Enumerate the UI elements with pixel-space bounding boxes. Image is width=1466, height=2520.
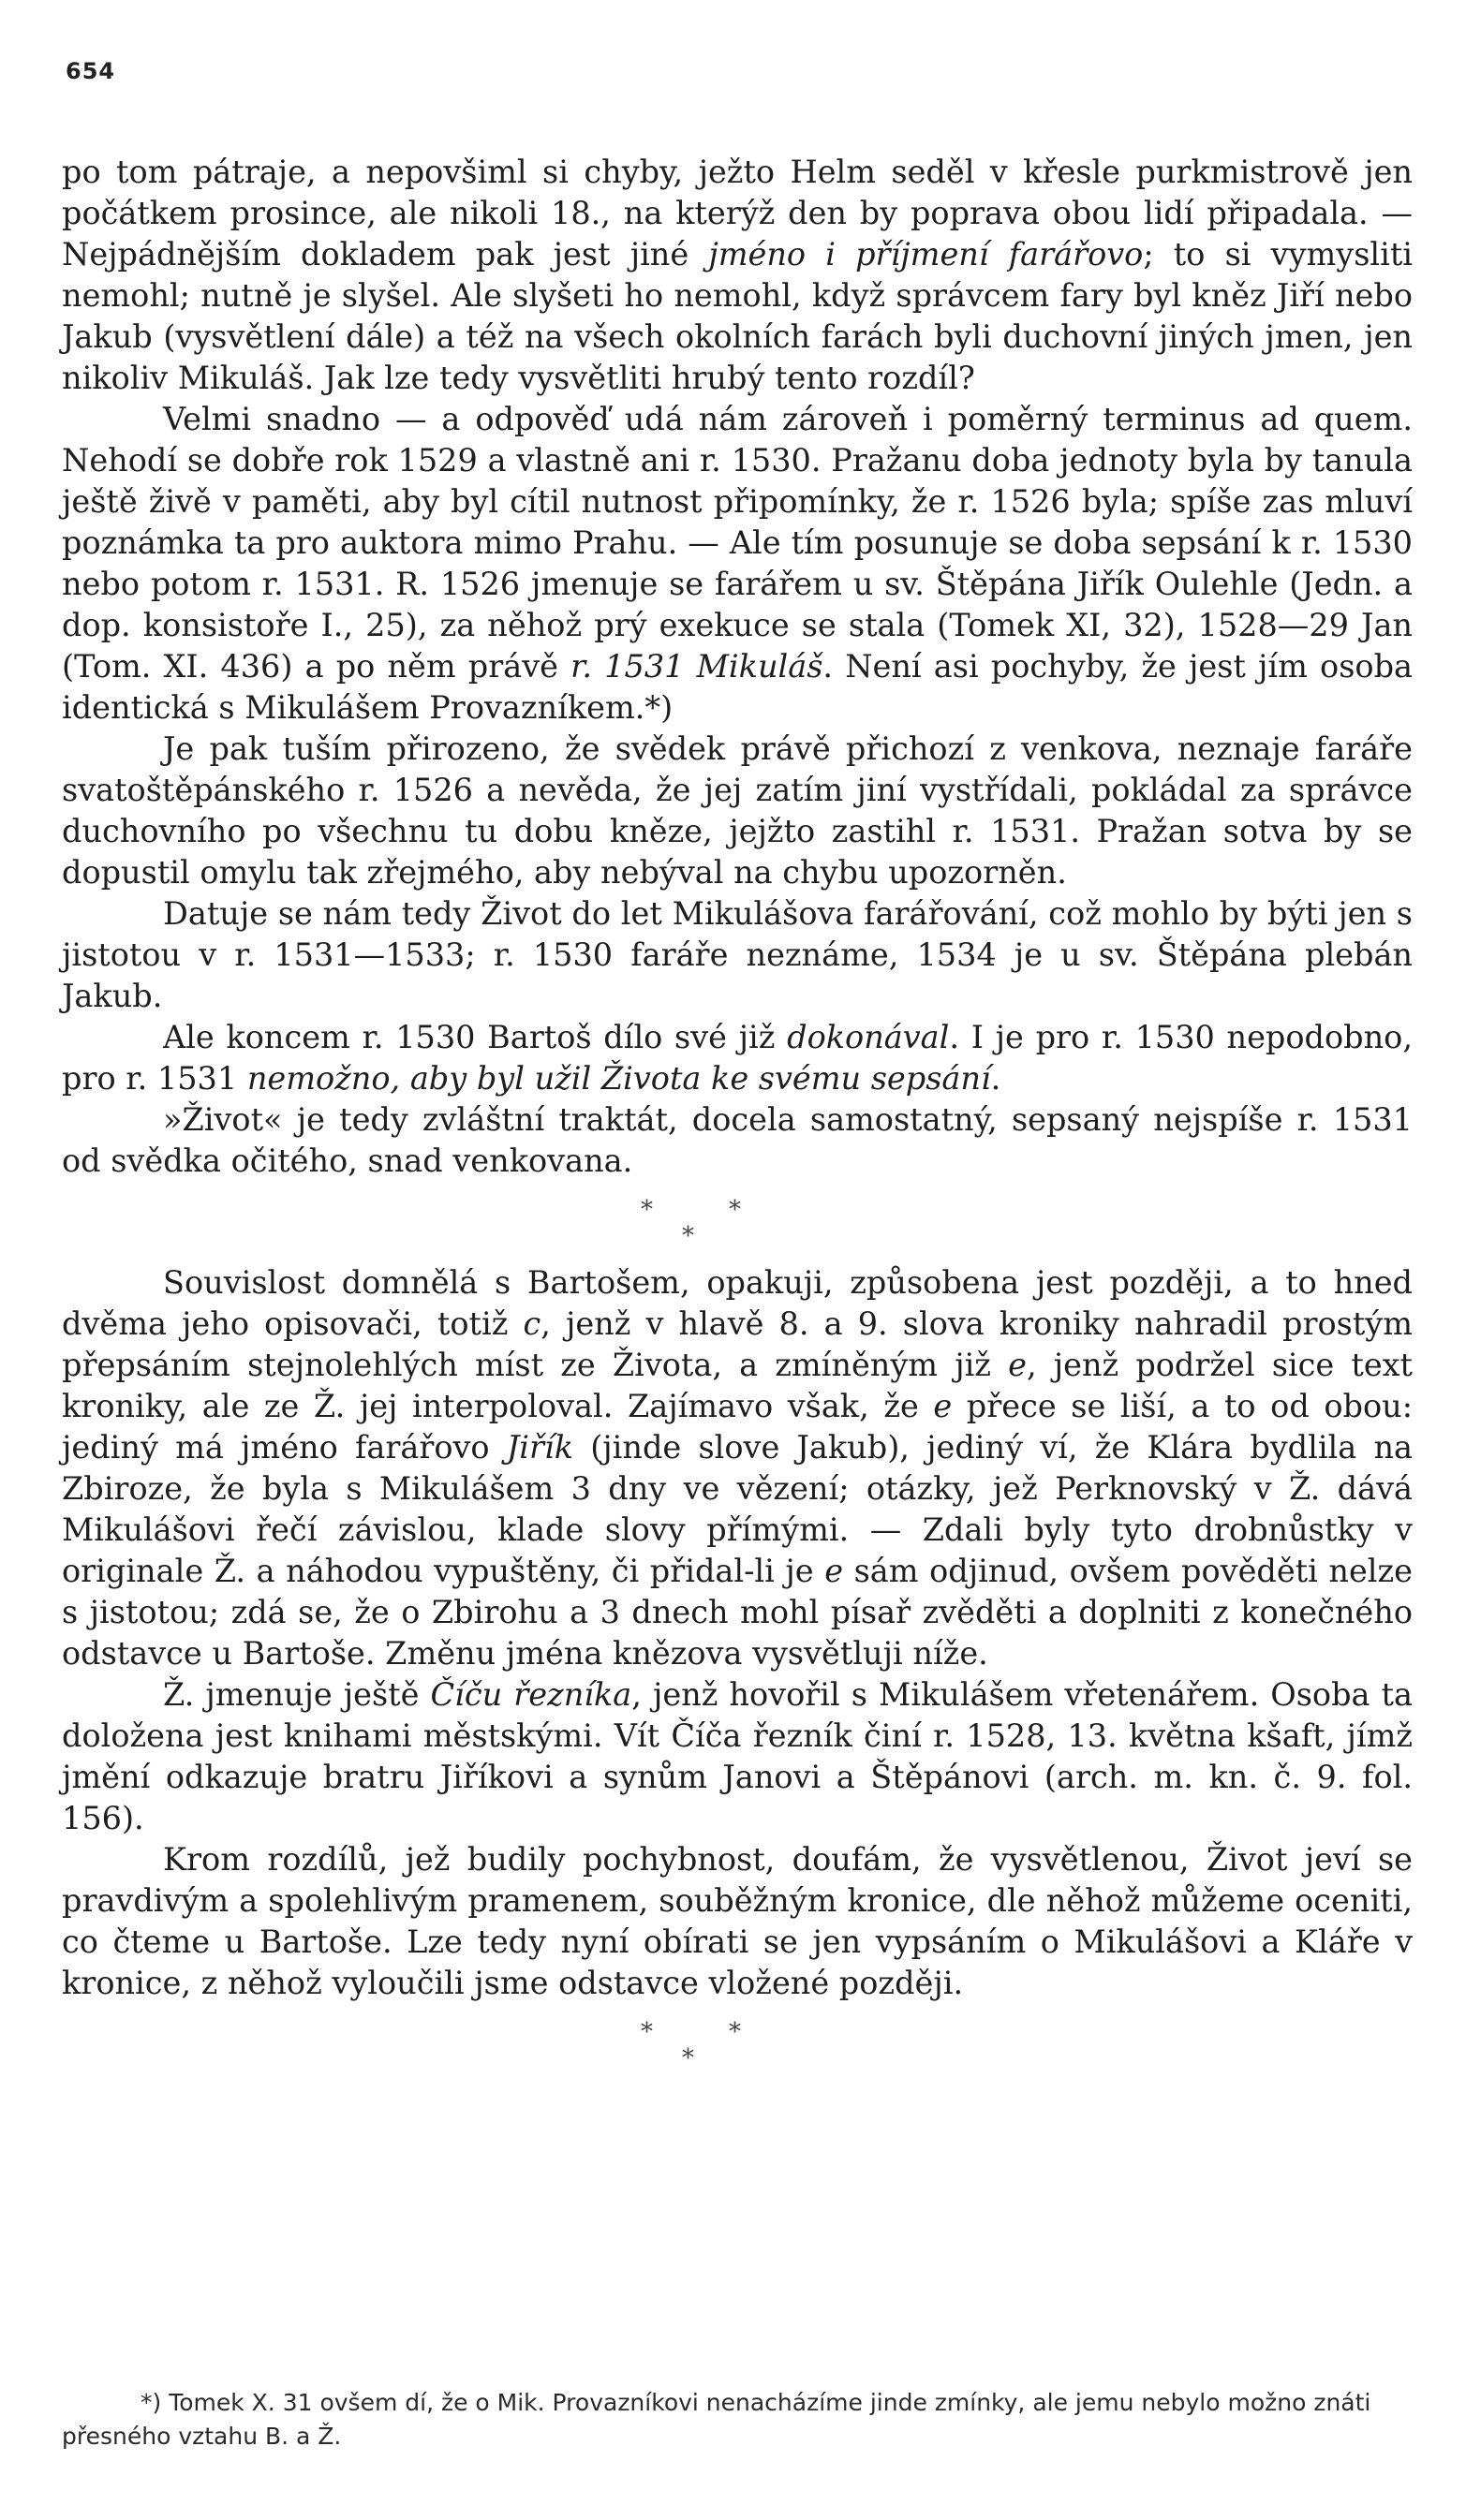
text-run: Ale koncem r. 1530 Bartoš dílo své již [163,1019,788,1055]
italic-text: nemožno, aby byl užil Života ke svému sepsání [246,1060,991,1097]
text-run: ; to si vymysliti nemohl; nutně je slyšel. Ale slyšeti ho nemohl, když správcem fary byl kněz Jiří nebo Jakub (vysvětlení dále) a též na všech okolních farách byli duchovní jiných jmen, jen nikoliv Mikuláš. Jak lze tedy vysvětliti hrubý tento rozdíl? [62,236,1413,396]
section-divider [62,2006,1413,2083]
text-run: »Život« je tedy zvláštní traktát, docela samostatný, sepsaný nejspíše r. 1531 od svědka očitého, snad venkovana. [62,1101,1413,1179]
text-run: . [990,1060,1001,1097]
paragraph [62,1839,1413,2004]
asterisk: * [641,1196,653,1224]
paragraph [62,399,1413,729]
text-run: . I je pro r. 1530 nepodobno, pro r. 1531 [62,1019,1413,1097]
text-run: Je pak tuším přirozeno, že svědek právě přichozí z venkova, neznaje faráře svatoštěpánského r. 1526 a nevěda, že jej zatím jiní vystřídali, pokládal za správce duchovního po všechnu tu dobu kněze, jejžto zastihl r. 1531. Pražan sotva by se dopustil omylu tak zřejmého, aby nebýval na chybu upozorněn. [62,730,1413,891]
paragraph [62,152,1413,399]
body-text [62,152,1413,2085]
italic-text: e [824,1553,844,1589]
paragraph [62,893,1413,1017]
asterisk: * [641,2018,653,2046]
asterisk: * [729,2018,741,2046]
paragraph [62,1674,1413,1839]
footnote-text: *) Tomek X. 31 ovšem dí, že o Mik. Provazníkovi nenacházíme jinde zmínky, ale jemu nebylo možno znáti přesného vztahu B. a Ž. [62,2389,1371,2450]
italic-text: Číču řezníka [430,1676,632,1713]
text-run: Velmi snadno — a odpověď udá nám zároveň i poměrný terminus ad quem. Nehodí se dobře rok 1529 a vlastně ani r. 1530. Pražanu doba jednoty byla by tanula ještě živě v paměti, aby byl cítil nutnost připomínky, že r. 1526 byla; spíše zas mluví poznámka ta pro auktora mimo Prahu. — Ale tím posunuje se doba sepsání k r. 1530 nebo potom r. 1531. R. 1526 jmenuje se farářem u sv. Štěpána Jiřík Oulehle (Jedn. a dop. konsistoře I., 25), za něhož prý exekuce se stala (Tomek XI, 32), 1528—29 Jan (Tom. XI. 436) a po něm právě [62,401,1413,685]
asterisk: * [729,1196,741,1224]
text-run: , jenž podržel sice text kroniky, ale ze Ž. jej interpoloval. Zajímavo však, že [62,1347,1413,1424]
text-run: , jenž hovořil s Mikulášem vřetenářem. Osoba ta doložena jest knihami městskými. Vít Číča řezník činí r. 1528, 13. května kšaft, jímž jmění odkazuje bratru Jiříkovi a synům Janovi a Štěpánovi (arch. m. kn. č. 9. fol. 156). [62,1676,1413,1836]
text-run: Datuje se nám tedy Život do let Mikulášova farářování, což mohlo by býti jen s jistotou v r. 1531—1533; r. 1530 faráře neznáme, 1534 je u sv. Štěpána plebán Jakub. [62,895,1413,1014]
italic-text: r. 1531 Mikuláš [570,648,823,685]
text-run: . Není asi pochyby, že jest jím osoba identická s Mikulášem Provazníkem.*) [62,648,1413,726]
paragraph [62,1262,1413,1674]
section-divider [62,1184,1413,1260]
text-run: , jenž v hlavě 8. a 9. slova kroniky nahradil prostým přepsáním stejnolehlých míst ze Života, a zmíněným již [62,1305,1413,1383]
asterisk: * [682,2044,694,2072]
text-run: sám odjinud, ovšem pověděti nelze s jistotou; zdá se, že o Zbirohu a 3 dnech mohl písař zvěděti a doplniti z konečného odstavce u Bartoše. Změnu jména knězova vysvětluji níže. [62,1553,1413,1672]
text-run: po tom pátraje, a nepovšiml si chyby, ježto Helm seděl v křesle purkmistrově jen počátkem prosince, ale nikoli 18., na kterýž den by poprava obou lidí připadala. — Nejpádnějším dokladem pak jest jiné [62,154,1413,273]
italic-text: e [933,1388,953,1424]
paragraph [62,729,1413,893]
text-run: (jinde slove Jakub), jediný ví, že Klára bydlila na Zbiroze, že byla s Mikulášem 3 dny ve vězení; otázky, jež Perknovský v Ž. dává Mikulášovi řečí závislou, klade slovy přímými. — Zdali byly tyto drobnůstky v originale Ž. a náhodou vypuštěny, či přidal-li je [62,1429,1414,1589]
footnote [62,2386,1413,2454]
italic-text: c [523,1305,541,1342]
paragraph [62,1099,1413,1182]
text-run: Krom rozdílů, jež budily pochybnost, doufám, že vysvětlenou, Život jeví se pravdivým a spolehlivým pramenem, souběžným kronice, dle něhož můžeme oceniti, co čteme u Bartoše. Lze tedy nyní obírati se jen vypsáním o Mikulášovi a Kláře v kronice, z něhož vyloučili jsme odstavce vložené později. [62,1841,1413,2001]
text-run: Souvislost domnělá s Bartošem, opakuji, způsobena jest později, a to hned dvěma jeho opisovači, totiž [62,1264,1413,1342]
page-number: 654 [66,58,116,84]
italic-text: Jiřík [506,1429,573,1466]
italic-text: dokonával [787,1019,950,1055]
italic-text: jméno i příjmení farářovo [708,236,1144,273]
asterisk: * [682,1222,694,1250]
italic-text: e [1008,1347,1027,1383]
text-run: Ž. jmenuje ještě [163,1676,431,1713]
text-run: přece se liší, a to od obou: jediný má jméno farářovo [62,1388,1414,1466]
paragraph [62,1017,1413,1099]
